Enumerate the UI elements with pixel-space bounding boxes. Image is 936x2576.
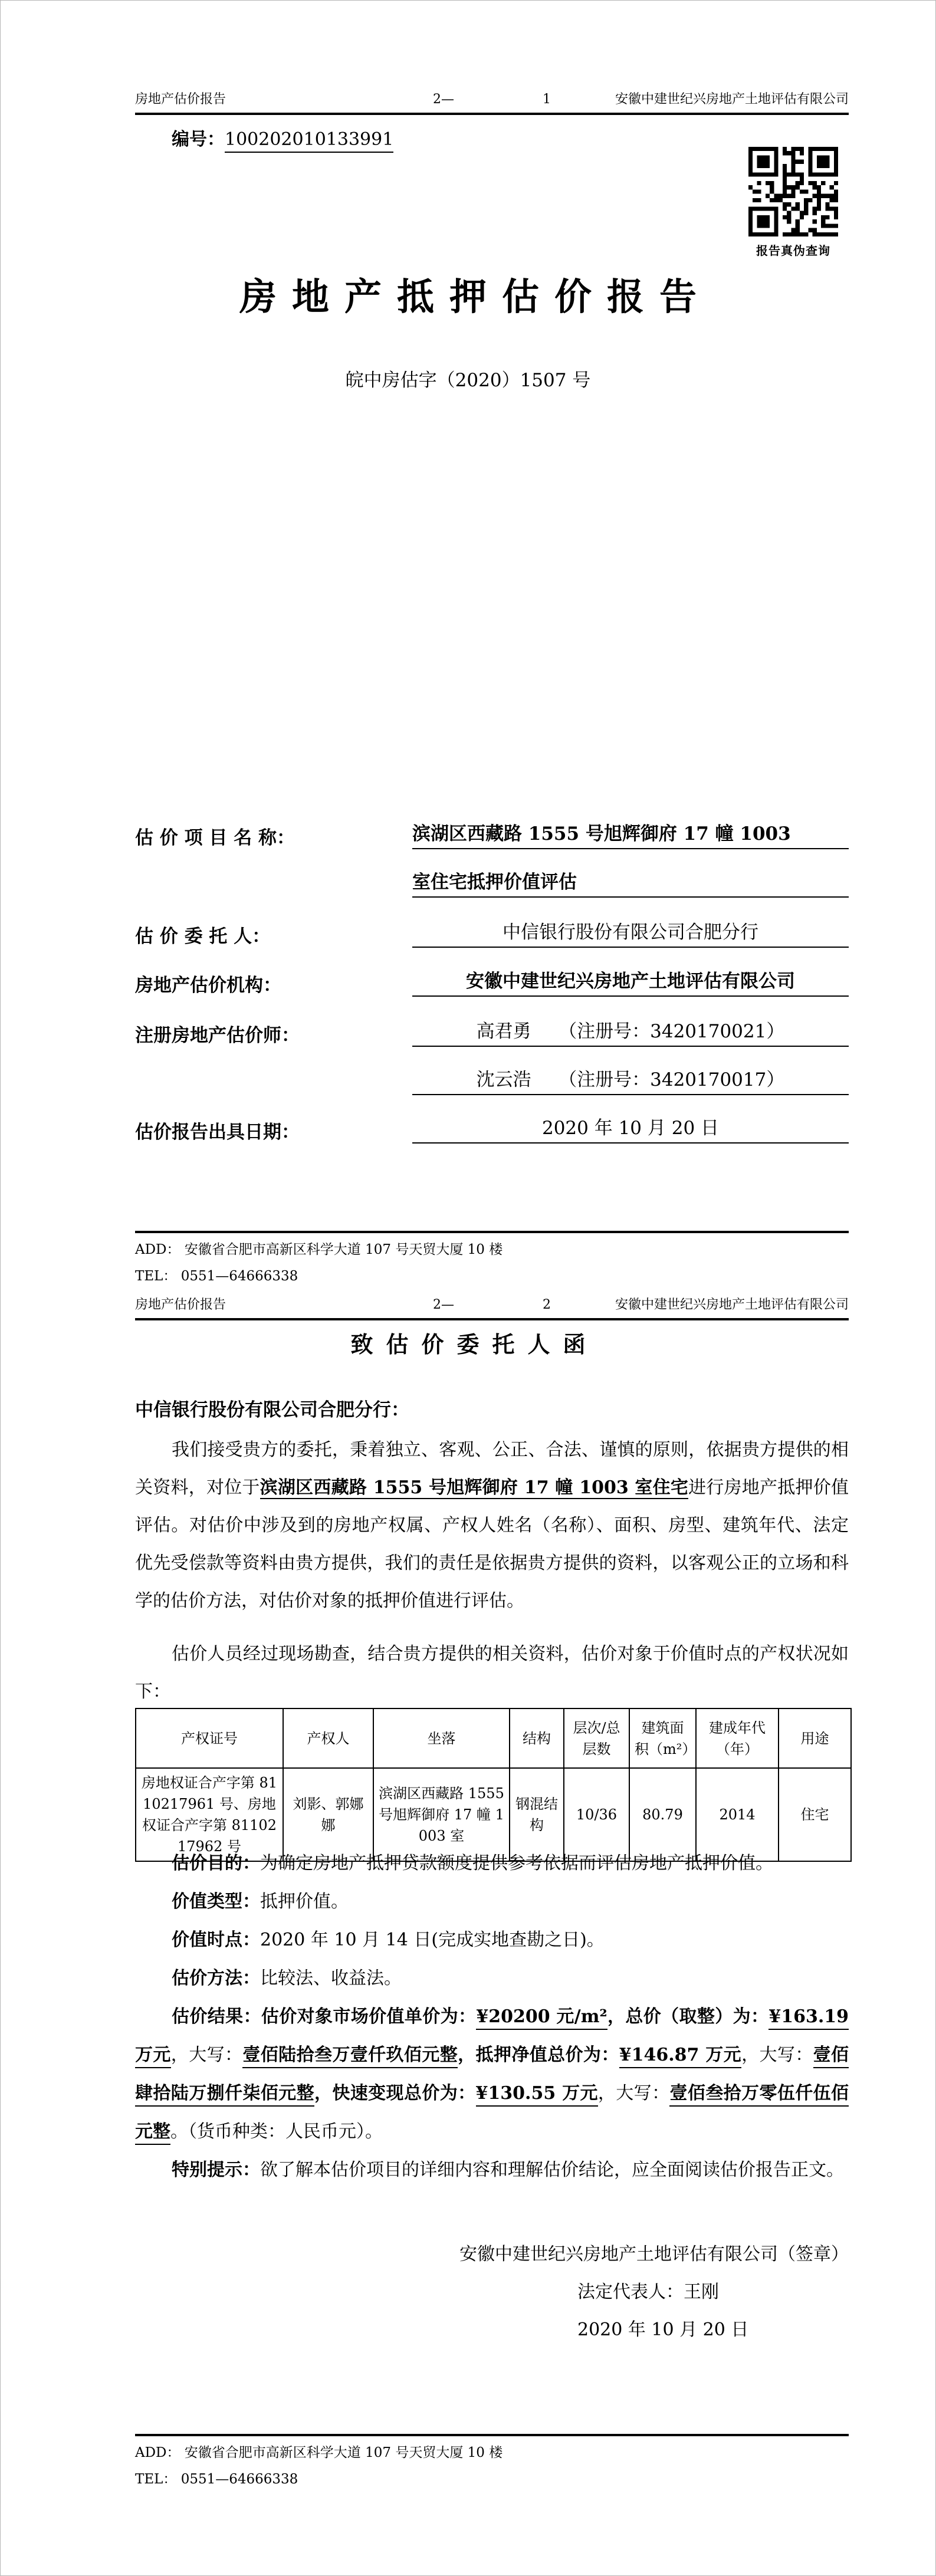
cell-cert-no: 房地权证合产字第 8110217961 号、房地权证合产字第 8110217962 号 xyxy=(136,1768,283,1861)
para1-subject-property: 滨湖区西藏路 1555 号旭辉御府 17 幢 1003 室住宅 xyxy=(260,1477,689,1498)
table-header-row xyxy=(136,1708,851,1768)
result-unit-price: ¥20200 元/m² xyxy=(476,2006,607,2030)
col-header-year-built: 建成年代（年） xyxy=(696,1708,779,1768)
field-agency-label: 房地产估价机构： xyxy=(135,975,281,996)
result-seg: ，大写： xyxy=(170,2045,243,2065)
appraiser2-name: 沈云浩 xyxy=(476,1069,531,1090)
appraiser2-reg-no: （注册号：3420170017） xyxy=(567,1069,785,1090)
report-title: 房地产抵押估价报告 xyxy=(239,275,712,318)
header-doc-type: 房地产估价报告 xyxy=(135,92,226,107)
field-project-label: 估 价 项 目 名 称： xyxy=(135,827,295,849)
header-divider xyxy=(135,113,849,115)
field-date-label: 估价报告出具日期： xyxy=(135,1122,300,1143)
serial-label: 编号： xyxy=(172,129,225,150)
field-client-label: 估 价 委 托 人： xyxy=(135,926,271,947)
col-header-owner: 产权人 xyxy=(283,1708,373,1768)
item-value-type-label: 价值类型： xyxy=(172,1891,260,1912)
page2-header xyxy=(135,1294,849,1313)
item-notice xyxy=(135,2151,849,2189)
field-client-value: 中信银行股份有限公司合肥分行 xyxy=(412,917,849,948)
qr-caption: 报告真伪查询 xyxy=(756,244,830,258)
signature-date: 2020 年 10 月 20 日 xyxy=(577,2319,749,2340)
field-appraiser2-value xyxy=(412,1064,849,1095)
letter-title: 致估价委托人函 xyxy=(350,1331,599,1358)
header-doc-type: 房地产估价报告 xyxy=(135,1297,226,1312)
signature-legal-representative: 法定代表人：王刚 xyxy=(577,2282,719,2302)
footer-telephone: TEL： 0551—64666338 xyxy=(135,1269,298,1284)
result-seg: 估价对象市场价值单价为： xyxy=(261,2006,477,2027)
result-seg: ，大写： xyxy=(597,2083,670,2104)
item-value-date xyxy=(135,1921,849,1959)
item-notice-text: 欲了解本估价项目的详细内容和理解估价结论，应全面阅读估价报告正文。 xyxy=(260,2160,844,2180)
cell-structure: 钢混结构 xyxy=(510,1768,564,1861)
header-company: 安徽中建世纪兴房地产土地评估有限公司 xyxy=(615,1297,849,1312)
result-seg: ，抵押净值总价为： xyxy=(458,2045,619,2065)
header-page-number: 1 xyxy=(543,92,551,107)
cell-location: 滨湖区西藏路 1555 号旭辉御府 17 幢 1003 室 xyxy=(373,1768,510,1861)
letter-salutation: 中信银行股份有限公司合肥分行： xyxy=(135,1399,409,1421)
serial-value: 100202010133991 xyxy=(225,129,393,153)
item-method-text: 比较法、收益法。 xyxy=(260,1968,402,1989)
header-page-prefix: 2— xyxy=(433,92,454,107)
header-page-indicator xyxy=(433,92,551,107)
cell-floor: 10/36 xyxy=(564,1768,629,1861)
col-header-use: 用途 xyxy=(779,1708,851,1768)
appraiser1-reg-no: （注册号：3420170021） xyxy=(567,1021,785,1042)
col-header-location: 坐落 xyxy=(373,1708,510,1768)
page2-footer xyxy=(135,2440,503,2493)
item-method xyxy=(135,1959,849,1997)
para1-pre: 我们接受贵方的委托，秉着独立、客观、公正、合法、谨慎的原则，依据贵方提供的相关资料，对位于 xyxy=(135,1440,849,1498)
item-value-date-label: 价值时点： xyxy=(172,1930,260,1950)
field-date-value: 2020 年 10 月 20 日 xyxy=(412,1113,849,1144)
header-company: 安徽中建世纪兴房地产土地评估有限公司 xyxy=(615,92,849,107)
footer-address: ADD： 安徽省合肥市高新区科学大道 107 号天贸大厦 10 楼 xyxy=(135,2445,503,2460)
appraisal-items xyxy=(135,1844,849,2189)
serial-number-row xyxy=(172,124,393,150)
ownership-table xyxy=(135,1708,852,1862)
para1-post: 进行房地产抵押价值评估。对估价中涉及到的房地产权属、产权人姓名（名称）、面积、房型、建筑年代、法定优先受偿款等资料由贵方提供，我们的责任是依据贵方提供的资料，以客观公正的立场和科学的估价方法，对估价对象的抵押价值进行评估。 xyxy=(135,1477,849,1611)
result-net-value: ¥146.87 万元 xyxy=(619,2045,741,2068)
cell-year-built: 2014 xyxy=(696,1768,779,1861)
header-page-prefix: 2— xyxy=(433,1297,454,1312)
item-value-type-text: 抵押价值。 xyxy=(260,1891,349,1912)
item-result-label: 估价结果： xyxy=(172,2006,261,2027)
result-net-value-words: 壹佰肆拾陆万捌仟柒佰元整 xyxy=(135,2045,849,2107)
result-total-price: ¥163.19 万元 xyxy=(135,2006,849,2068)
header-page-indicator xyxy=(433,1297,551,1312)
field-appraiser1-value xyxy=(412,1016,849,1047)
report-subtitle: 皖中房估字（2020）1507 号 xyxy=(345,370,591,391)
field-project-value-line1: 滨湖区西藏路 1555 号旭辉御府 17 幢 1003 xyxy=(412,819,849,849)
letter-paragraph-1 xyxy=(135,1431,849,1620)
item-result xyxy=(135,1997,849,2151)
field-project-value-line2: 室住宅抵押价值评估 xyxy=(412,867,849,898)
item-purpose-text: 为确定房地产抵押贷款额度提供参考依据而评估房地产抵押价值。 xyxy=(260,1853,773,1874)
cell-area: 80.79 xyxy=(629,1768,696,1861)
field-appraiser-2 xyxy=(135,1062,849,1095)
footer-telephone: TEL： 0551—64666338 xyxy=(135,2472,298,2487)
field-agency xyxy=(135,964,849,997)
field-project-name xyxy=(135,816,849,849)
cell-use: 住宅 xyxy=(779,1768,851,1861)
field-agency-value: 安徽中建世纪兴房地产土地评估有限公司 xyxy=(412,966,849,997)
result-total-price-words: 壹佰陆拾叁万壹仟玖佰元整 xyxy=(242,2045,458,2068)
result-quick-sale-words: 壹佰叁拾万零伍仟伍佰元整 xyxy=(135,2083,849,2145)
result-seg: ，大写： xyxy=(741,2045,813,2065)
header-divider xyxy=(135,1318,849,1320)
col-header-floor: 层次/总层数 xyxy=(564,1708,629,1768)
item-value-type xyxy=(135,1882,849,1921)
item-value-date-text: 2020 年 10 月 14 日(完成实地查勘之日)。 xyxy=(260,1930,605,1950)
field-appraiser-label: 注册房地产估价师： xyxy=(135,1025,300,1046)
result-seg: ，快速变现总价为： xyxy=(314,2083,476,2104)
page2-footer-divider xyxy=(135,2434,849,2436)
col-header-structure: 结构 xyxy=(510,1708,564,1768)
col-header-cert-no: 产权证号 xyxy=(136,1708,283,1768)
page1-header xyxy=(135,89,849,107)
qr-code xyxy=(748,147,838,258)
result-seg: ，总价（取整）为： xyxy=(607,2006,769,2027)
cell-owner: 刘影、郭娜娜 xyxy=(283,1768,373,1861)
item-notice-label: 特别提示： xyxy=(172,2160,260,2180)
item-purpose xyxy=(135,1844,849,1882)
field-project-name-cont xyxy=(135,865,849,898)
item-purpose-label: 估价目的： xyxy=(172,1853,260,1874)
page1-footer xyxy=(135,1237,503,1290)
letter-paragraph-2: 估价人员经过现场勘查，结合贵方提供的相关资料，估价对象于价值时点的产权状况如下： xyxy=(135,1644,849,1702)
appraiser1-name: 高君勇 xyxy=(476,1021,531,1042)
header-page-number: 2 xyxy=(543,1297,551,1312)
result-quick-sale-value: ¥130.55 万元 xyxy=(476,2083,598,2107)
footer-address: ADD： 安徽省合肥市高新区科学大道 107 号天贸大厦 10 楼 xyxy=(135,1242,503,1257)
signature-company: 安徽中建世纪兴房地产土地评估有限公司（签章） xyxy=(459,2244,849,2265)
page1-footer-divider xyxy=(135,1231,849,1233)
result-currency-note: 。（货币种类：人民币元）。 xyxy=(170,2121,383,2142)
field-client xyxy=(135,915,849,948)
field-appraiser-1 xyxy=(135,1014,849,1047)
col-header-area: 建筑面积（m²） xyxy=(629,1708,696,1768)
field-issue-date xyxy=(135,1110,849,1144)
item-method-label: 估价方法： xyxy=(172,1968,260,1989)
